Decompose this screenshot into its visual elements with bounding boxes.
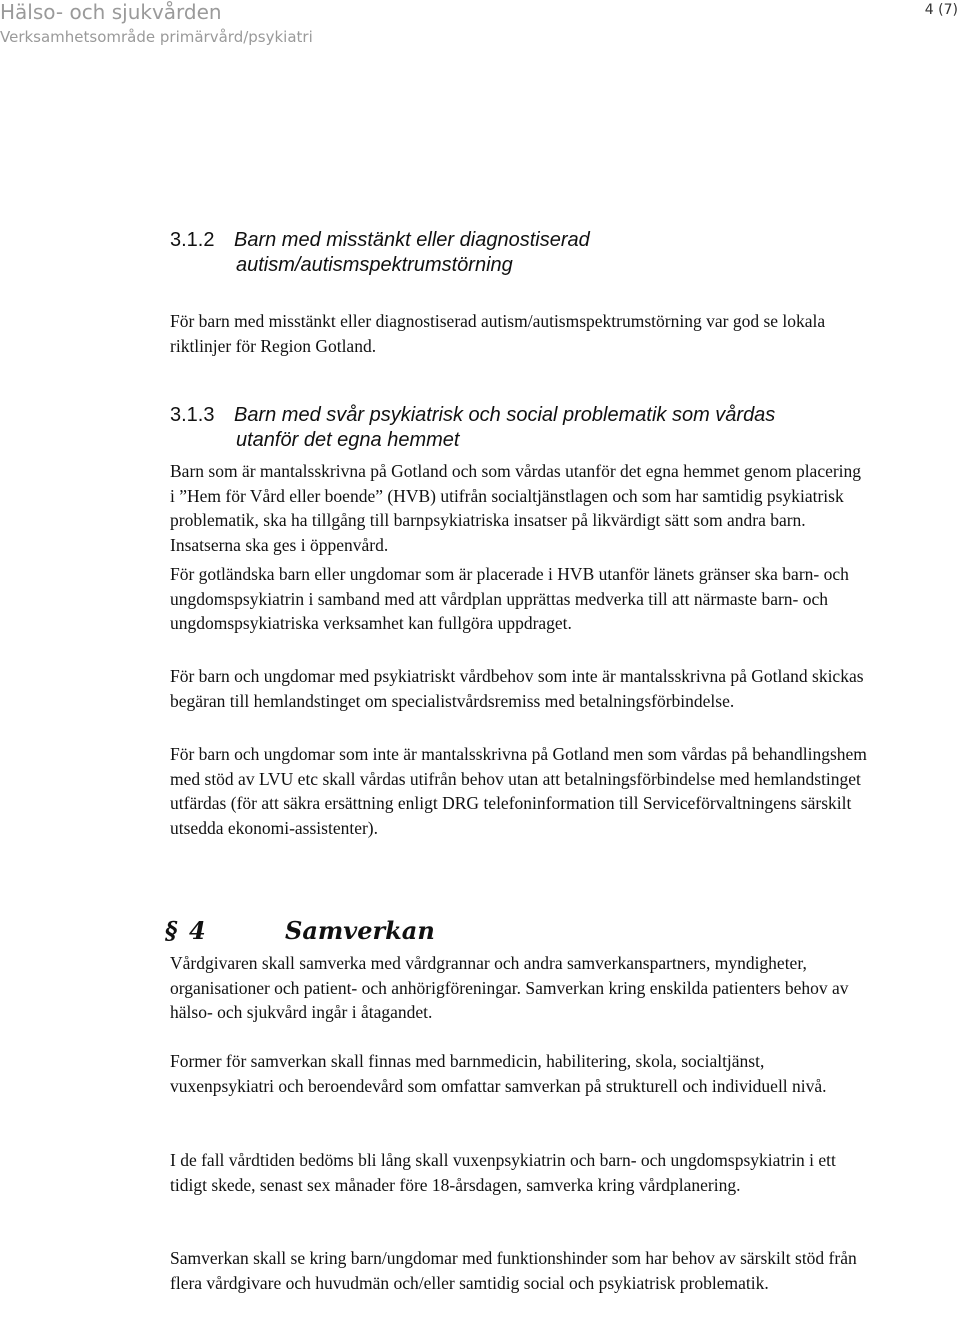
section-number: 4 [189, 916, 206, 945]
paragraph: För gotländska barn eller ungdomar som är placerade i HVB utanför länets gränser ska barn- och ungdomspsykiatrin i samband med att vårdplan upprättas medverka till att närmaste barn- och ungdomspsykiatriska verksamhet kan fullgöra uppdraget. [170, 564, 849, 633]
section-title-line2: autism/autismspektrumstörning [236, 254, 513, 276]
page-number: 4 (7) [924, 2, 958, 18]
section-number: 3.1.2 [170, 229, 215, 251]
paragraph: Samverkan skall se kring barn/ungdomar med funktionshinder som har behov av särskilt stöd från flera vårdgivare och huvudmän och/eller samtidig social och psykiatrisk problematik. [170, 1248, 857, 1293]
section-title-line1: Barn med svår psykiatrisk och social problematik som vårdas [234, 404, 776, 426]
paragraph: För barn och ungdomar som inte är mantalsskrivna på Gotland men som vårdas på behandlingshem med stöd av LVU etc skall vårdas utifrån behov utan att betalningsförbindelse med hemlandstinget utfärdas (för att säkra ersättning enligt DRG telefoninformation till Serviceförvaltningens särskilt utsedda ekonomi-assistenter). [170, 744, 867, 838]
section-title-line1: Barn med misstänkt eller diagnostiserad [234, 229, 590, 251]
section-title: Samverkan [285, 916, 435, 945]
header-subtitle: Verksamhetsområde primärvård/psykiatri [0, 28, 313, 46]
section-313-heading [170, 403, 910, 453]
section-312-body: För barn med misstänkt eller diagnostiserad autism/autismspektrumstörning var god se lokala riktlinjer för Region Gotland. [170, 311, 826, 356]
paragraph: För barn och ungdomar med psykiatriskt vårdbehov som inte är mantalsskrivna på Gotland skickas begäran till hemlandstinget om specialistvårdsremiss med betalningsförbindelse. [170, 666, 864, 711]
paragraph: Former för samverkan skall finnas med barnmedicin, habilitering, skola, socialtjänst, vuxenpsykiatri och beroendevård som omfattar samverkan på strukturell och individuell nivå. [170, 1051, 827, 1096]
section-number: 3.1.3 [170, 404, 215, 426]
paragraph: I de fall vårdtiden bedöms bli lång skall vuxenpsykiatrin och barn- och ungdomspsykiatrin i ett tidigt skede, senast sex månader före 18-årsdagen, samverka kring vårdplanering. [170, 1150, 836, 1195]
paragraph-symbol: § [165, 916, 178, 945]
paragraph: Vårdgivaren skall samverka med vårdgrannar och andra samverkanspartners, myndigheter, organisationer och patient- och anhörigföreningar. Samverkan kring enskilda patienters behov av hälso- och sjukvård ingår i åtagandet. [170, 953, 849, 1022]
section-title-line2: utanför det egna hemmet [236, 429, 460, 451]
section-4-heading [165, 915, 435, 947]
header-title: Hälso- och sjukvården [0, 0, 222, 24]
paragraph: Barn som är mantalsskrivna på Gotland och som vårdas utanför det egna hemmet genom placering i ”Hem för Vård eller boende” (HVB) utifrån socialtjänstlagen och som har samtidig psykiatrisk problematik, ska ha tillgång till barnpsykiatriska insatser på likvärdigt sätt som andra barn. Insatserna ska ges i öppenvård. [170, 461, 862, 555]
section-312-heading [170, 228, 910, 278]
